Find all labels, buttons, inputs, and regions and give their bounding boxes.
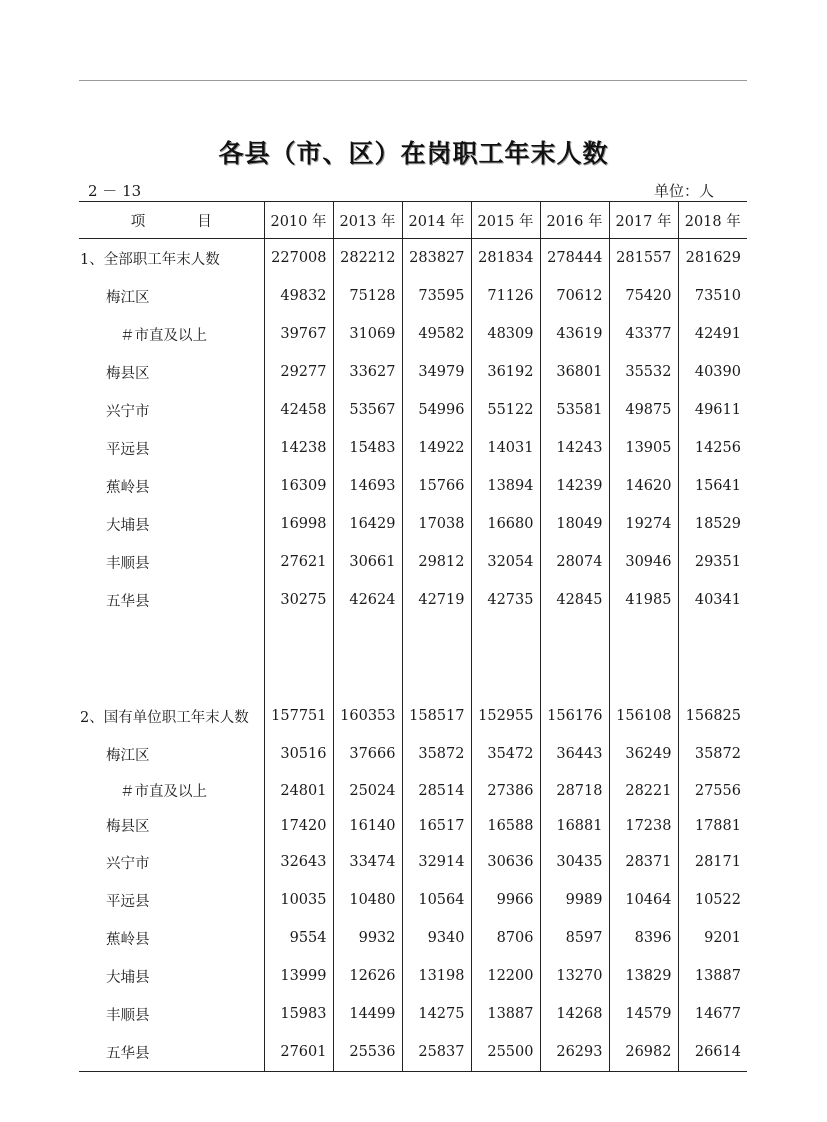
table-number: 2 － 13 [88,182,142,200]
row-label: 丰顺县 [106,555,150,572]
value-cell: 41985 [609,581,678,619]
value-cell: 14275 [402,995,471,1033]
value-cell: 28221 [609,773,678,808]
value-cell: 9932 [333,919,402,957]
value-cell: 10035 [264,881,333,919]
spacer-cell [79,619,264,658]
table-row [79,773,747,808]
value-cell: 14256 [678,429,747,467]
value-cell: 16429 [333,505,402,543]
value-cell: 75420 [609,277,678,315]
value-cell: 54996 [402,391,471,429]
value-cell: 71126 [471,277,540,315]
value-cell: 24801 [264,773,333,808]
table-row [79,919,747,957]
spacer-cell [402,619,471,658]
row-label: 五华县 [106,593,150,610]
value-cell: 17238 [609,808,678,843]
table-row [79,391,747,429]
spacer-cell [540,658,609,697]
value-cell: 48309 [471,315,540,353]
value-cell: 10464 [609,881,678,919]
value-cell: 70612 [540,277,609,315]
value-cell: 30275 [264,581,333,619]
value-cell: 40341 [678,581,747,619]
value-cell: 281834 [471,239,540,278]
value-cell: 28514 [402,773,471,808]
value-cell: 156825 [678,697,747,735]
spacer-row [79,619,747,658]
spacer-cell [609,619,678,658]
table-row [79,429,747,467]
table-row [79,843,747,881]
value-cell: 13270 [540,957,609,995]
value-cell: 13829 [609,957,678,995]
value-cell: 42458 [264,391,333,429]
value-cell: 18529 [678,505,747,543]
value-cell: 13887 [471,995,540,1033]
spacer-cell [79,658,264,697]
value-cell: 29351 [678,543,747,581]
value-cell: 42491 [678,315,747,353]
value-cell: 73595 [402,277,471,315]
value-cell: 32914 [402,843,471,881]
value-cell: 14922 [402,429,471,467]
value-cell: 16140 [333,808,402,843]
value-cell: 49875 [609,391,678,429]
row-label: 梅县区 [106,365,150,382]
value-cell: 39767 [264,315,333,353]
value-cell: 30636 [471,843,540,881]
spacer-cell [402,658,471,697]
table-row [79,315,747,353]
value-cell: 28718 [540,773,609,808]
header-item-b: 目 [197,213,212,230]
value-cell: 29812 [402,543,471,581]
value-cell: 282212 [333,239,402,278]
row-label: ＃市直及以上 [120,784,207,800]
header-year: 2018 年 [678,202,747,239]
row-label: 平远县 [106,441,150,458]
value-cell: 16881 [540,808,609,843]
value-cell: 35532 [609,353,678,391]
value-cell: 30661 [333,543,402,581]
value-cell: 14031 [471,429,540,467]
spacer-cell [678,619,747,658]
value-cell: 34979 [402,353,471,391]
table-row [79,505,747,543]
value-cell: 42719 [402,581,471,619]
value-cell: 33627 [333,353,402,391]
value-cell: 8396 [609,919,678,957]
value-cell: 10480 [333,881,402,919]
spacer-cell [471,658,540,697]
value-cell: 16309 [264,467,333,505]
value-cell: 15641 [678,467,747,505]
table-row [79,239,747,278]
page-title: 各县（市、区）在岗职工年末人数 [218,139,609,168]
value-cell: 25837 [402,1033,471,1072]
header-item [79,202,264,239]
value-cell: 13999 [264,957,333,995]
value-cell: 18049 [540,505,609,543]
value-cell: 26293 [540,1033,609,1072]
value-cell: 42624 [333,581,402,619]
header-year: 2016 年 [540,202,609,239]
table-header-row [79,202,747,239]
value-cell: 10522 [678,881,747,919]
value-cell: 281629 [678,239,747,278]
value-cell: 36192 [471,353,540,391]
value-cell: 26614 [678,1033,747,1072]
value-cell: 160353 [333,697,402,735]
value-cell: 27556 [678,773,747,808]
value-cell: 14693 [333,467,402,505]
value-cell: 16998 [264,505,333,543]
value-cell: 15983 [264,995,333,1033]
value-cell: 9989 [540,881,609,919]
value-cell: 25024 [333,773,402,808]
row-label: 五华县 [79,1033,264,1072]
spacer-cell [540,619,609,658]
value-cell: 28371 [609,843,678,881]
value-cell: 35872 [402,735,471,773]
value-cell: 32643 [264,843,333,881]
value-cell: 29277 [264,353,333,391]
value-cell: 12626 [333,957,402,995]
table-row [79,543,747,581]
value-cell: 55122 [471,391,540,429]
value-cell: 35472 [471,735,540,773]
row-label: 大埔县 [106,969,150,986]
table-row [79,697,747,735]
row-label: 兴宁市 [106,403,150,420]
table-row [79,995,747,1033]
value-cell: 17420 [264,808,333,843]
value-cell: 28171 [678,843,747,881]
value-cell: 16517 [402,808,471,843]
header-year: 2015 年 [471,202,540,239]
value-cell: 42845 [540,581,609,619]
table-row [79,277,747,315]
value-cell: 157751 [264,697,333,735]
value-cell: 158517 [402,697,471,735]
value-cell: 10564 [402,881,471,919]
spacer-cell [678,658,747,697]
table-row [79,1033,747,1072]
value-cell: 14499 [333,995,402,1033]
value-cell: 14243 [540,429,609,467]
value-cell: 13198 [402,957,471,995]
value-cell: 75128 [333,277,402,315]
spacer-cell [333,658,402,697]
value-cell: 17881 [678,808,747,843]
value-cell: 8597 [540,919,609,957]
value-cell: 40390 [678,353,747,391]
value-cell: 36443 [540,735,609,773]
header-year: 2013 年 [333,202,402,239]
value-cell: 42735 [471,581,540,619]
value-cell: 9966 [471,881,540,919]
row-label: 2、国有单位职工年末人数 [80,709,249,726]
table-row [79,353,747,391]
value-cell: 14620 [609,467,678,505]
header-year: 2017 年 [609,202,678,239]
value-cell: 33474 [333,843,402,881]
value-cell: 14238 [264,429,333,467]
table-row [79,735,747,773]
value-cell: 9340 [402,919,471,957]
row-label: ＃市直及以上 [120,327,207,344]
top-rule [79,80,747,81]
spacer-cell [333,619,402,658]
value-cell: 14268 [540,995,609,1033]
value-cell: 53581 [540,391,609,429]
row-label: 蕉岭县 [106,479,150,496]
unit-label: 单位：人 [654,182,715,200]
row-label: 平远县 [106,893,150,910]
value-cell: 14579 [609,995,678,1033]
header-year: 2014 年 [402,202,471,239]
value-cell: 53567 [333,391,402,429]
value-cell: 16588 [471,808,540,843]
employee-table [79,201,747,1072]
value-cell: 43377 [609,315,678,353]
table-row [79,881,747,919]
row-label: 1、全部职工年末人数 [80,251,220,268]
value-cell: 73510 [678,277,747,315]
value-cell: 15483 [333,429,402,467]
value-cell: 25536 [333,1033,402,1072]
value-cell: 49832 [264,277,333,315]
row-label: 大埔县 [106,517,150,534]
row-label: 梅江区 [106,747,150,764]
value-cell: 35872 [678,735,747,773]
row-label: 兴宁市 [106,855,150,872]
value-cell: 49611 [678,391,747,429]
value-cell: 13894 [471,467,540,505]
spacer-cell [609,658,678,697]
value-cell: 281557 [609,239,678,278]
value-cell: 8706 [471,919,540,957]
value-cell: 13905 [609,429,678,467]
value-cell: 14677 [678,995,747,1033]
value-cell: 32054 [471,543,540,581]
value-cell: 9554 [264,919,333,957]
value-cell: 30435 [540,843,609,881]
value-cell: 19274 [609,505,678,543]
value-cell: 49582 [402,315,471,353]
value-cell: 31069 [333,315,402,353]
value-cell: 28074 [540,543,609,581]
value-cell: 13887 [678,957,747,995]
table-row [79,467,747,505]
value-cell: 227008 [264,239,333,278]
value-cell: 36249 [609,735,678,773]
value-cell: 278444 [540,239,609,278]
value-cell: 15766 [402,467,471,505]
value-cell: 27601 [264,1033,333,1072]
value-cell: 9201 [678,919,747,957]
spacer-cell [264,619,333,658]
value-cell: 37666 [333,735,402,773]
row-label: 梅江区 [106,289,150,306]
value-cell: 30516 [264,735,333,773]
value-cell: 152955 [471,697,540,735]
spacer-row [79,658,747,697]
value-cell: 283827 [402,239,471,278]
header-item-a: 项 [130,213,146,230]
table-row [79,581,747,619]
table-row [79,808,747,843]
spacer-cell [471,619,540,658]
value-cell: 25500 [471,1033,540,1072]
value-cell: 12200 [471,957,540,995]
value-cell: 36801 [540,353,609,391]
value-cell: 156176 [540,697,609,735]
value-cell: 17038 [402,505,471,543]
row-label: 丰顺县 [106,1007,150,1024]
header-year: 2010 年 [264,202,333,239]
value-cell: 156108 [609,697,678,735]
spacer-cell [264,658,333,697]
value-cell: 43619 [540,315,609,353]
value-cell: 14239 [540,467,609,505]
table-row [79,957,747,995]
value-cell: 26982 [609,1033,678,1072]
value-cell: 27386 [471,773,540,808]
row-label: 梅县区 [106,819,150,835]
value-cell: 30946 [609,543,678,581]
row-label: 蕉岭县 [106,931,150,948]
value-cell: 16680 [471,505,540,543]
value-cell: 27621 [264,543,333,581]
